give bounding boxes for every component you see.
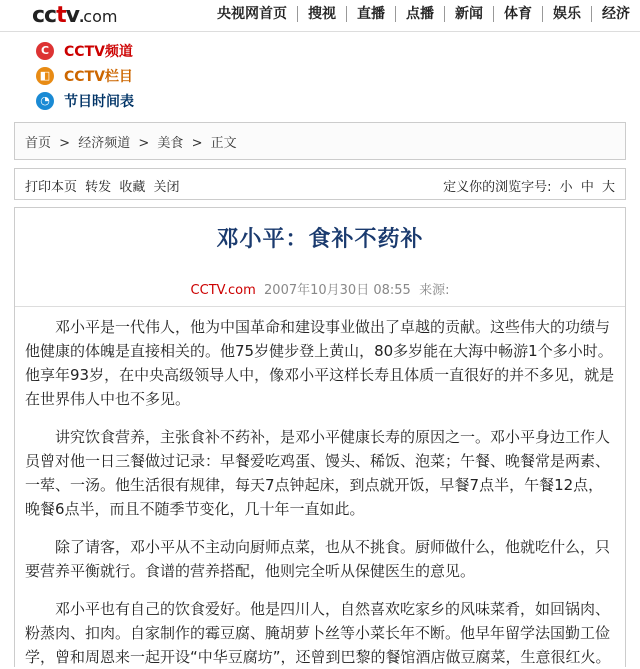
- nav-home[interactable]: 央视网首页: [217, 6, 287, 22]
- quicklink-schedule[interactable]: [36, 88, 134, 113]
- breadcrumb-food[interactable]: 美食: [157, 136, 184, 151]
- favorite-link[interactable]: 收藏: [119, 180, 146, 195]
- font-large-link[interactable]: 大: [601, 180, 615, 195]
- breadcrumb-separator: >: [191, 136, 203, 151]
- cctv-logo[interactable]: cctv.com: [32, 3, 118, 28]
- breadcrumb-economy[interactable]: 经济频道: [78, 136, 131, 151]
- nav-search[interactable]: 搜视: [297, 6, 346, 22]
- font-size-label: 定义你的浏览字号:: [443, 180, 552, 195]
- nav-news[interactable]: 新闻: [444, 6, 493, 22]
- paragraph: 除了请客，邓小平从不主动向厨师点菜，也从不挑食。厨师做什么，他就吃什么，只要营养平衡就行。食谱的营养搭配，他则完全听从保健医生的意见。: [25, 538, 611, 580]
- close-link[interactable]: 关闭: [153, 180, 180, 195]
- font-medium-link[interactable]: 中: [580, 180, 594, 195]
- cctv-channel-icon: C: [36, 42, 54, 60]
- cctv-column-icon: ◧: [36, 67, 54, 85]
- nav-vod[interactable]: 点播: [395, 6, 444, 22]
- schedule-icon: ◔: [36, 92, 54, 110]
- quicklink-label: 节目时间表: [64, 93, 134, 110]
- paragraph: 讲究饮食营养，主张食补不药补，是邓小平健康长寿的原因之一。邓小平身边工作人员曾对他一日三餐做过记录：早餐爱吃鸡蛋、馒头、稀饭、泡菜；午餐、晚餐常是两素、一荤、一汤。他生活很有规律，每天7点钟起床，到点就开饭，早餐7点半，午餐12点，晚餐6点半，而且不随季节变化，几十年一直如此。: [25, 428, 611, 518]
- breadcrumb: [14, 122, 626, 160]
- nav-sports[interactable]: 体育: [493, 6, 542, 22]
- source-label: 来源:: [419, 283, 450, 298]
- font-small-link[interactable]: 小: [559, 180, 573, 195]
- breadcrumb-separator: >: [138, 136, 150, 151]
- breadcrumb-home[interactable]: 首页: [25, 136, 52, 151]
- top-bar: [0, 0, 640, 32]
- nav-entertainment[interactable]: 娱乐: [542, 6, 591, 22]
- article-title: 邓小平：食补不药补: [216, 227, 424, 252]
- top-nav: [207, 6, 640, 22]
- breadcrumb-separator: >: [59, 136, 71, 151]
- breadcrumb-current: 正文: [210, 136, 237, 151]
- article-source[interactable]: CCTV.com: [190, 283, 256, 298]
- paragraph: 邓小平也有自己的饮食爱好。他是四川人，自然喜欢吃家乡的风味菜肴，如回锅肉、粉蒸肉、扣肉。自家制作的霉豆腐、腌胡萝卜丝等小菜长年不断。他早年留学法国勤工俭学，曾和周恩来一起开设“中华豆腐坊”，还曾到巴黎的餐馆酒店做豆腐菜，生意很红火。: [25, 600, 611, 666]
- nav-live[interactable]: 直播: [346, 6, 395, 22]
- print-link[interactable]: 打印本页: [25, 180, 78, 195]
- article: [14, 207, 626, 667]
- quicklink-cctv-channel[interactable]: [36, 38, 134, 63]
- article-body: [15, 307, 625, 669]
- nav-economy[interactable]: 经济: [591, 6, 640, 22]
- quick-links: [36, 38, 134, 113]
- article-meta: [15, 279, 625, 307]
- quicklink-label: CCTV频道: [64, 43, 133, 60]
- paragraph: 邓小平是一代伟人，他为中国革命和建设事业做出了卓越的贡献。这些伟大的功绩与他健康的体魄是直接相关的。他75岁健步登上黄山，80多岁能在大海中畅游1个多小时。他享年93岁，在中央高级领导人中，像邓小平这样长寿且体质一直很好的并不多见，就是在世界伟人中也不多见。: [25, 318, 615, 408]
- article-date: 2007年10月30日 08:55: [264, 283, 411, 298]
- article-toolbar: [14, 168, 626, 200]
- quicklink-cctv-column[interactable]: [36, 63, 134, 88]
- forward-link[interactable]: 转发: [85, 180, 112, 195]
- quicklink-label: CCTV栏目: [64, 68, 133, 85]
